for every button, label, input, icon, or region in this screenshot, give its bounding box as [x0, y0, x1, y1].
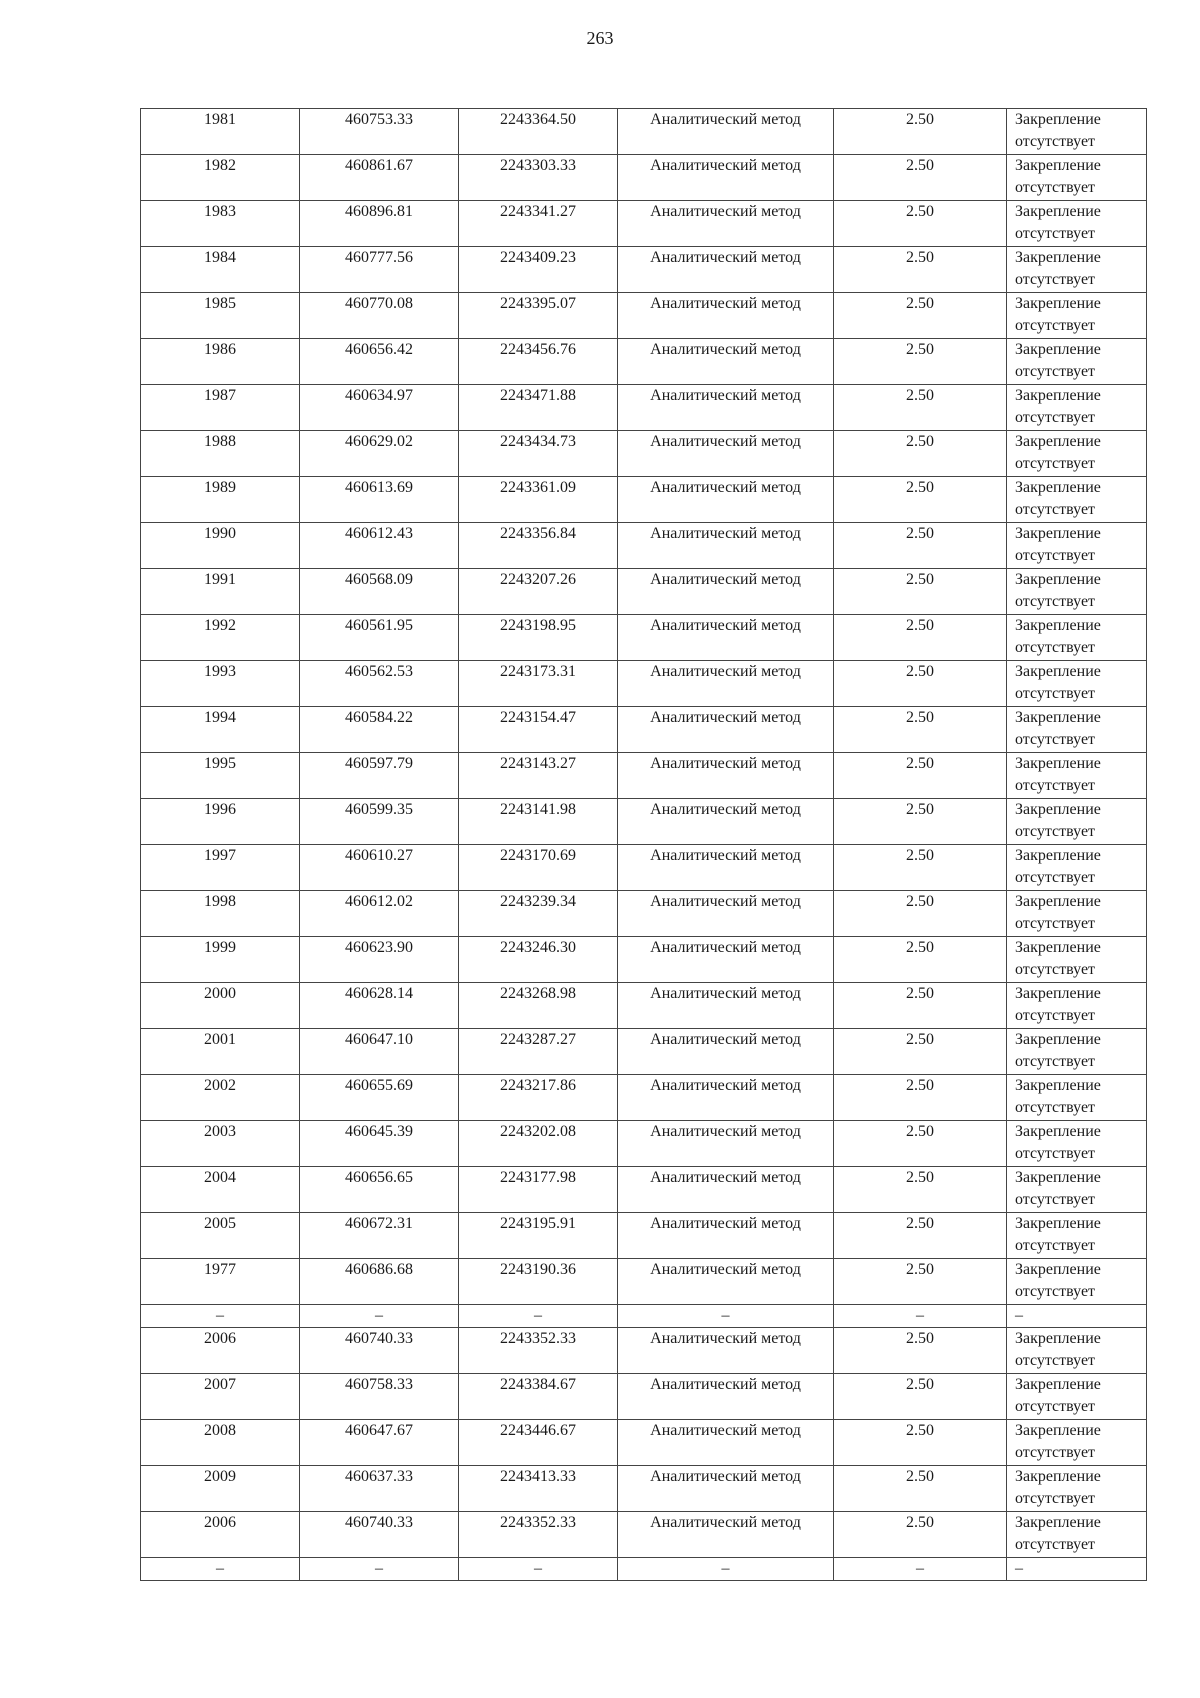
- separator-row: [141, 1305, 1147, 1328]
- x-coordinate-cell: 460634.97: [300, 385, 459, 431]
- table-row: [141, 1075, 1147, 1121]
- table-row: [141, 1512, 1147, 1558]
- fixing-cell: Закрепление отсутствует: [1007, 707, 1147, 753]
- fixing-cell: Закрепление отсутствует: [1007, 1121, 1147, 1167]
- method-cell: Аналитический метод: [618, 247, 834, 293]
- table-row: [141, 937, 1147, 983]
- method-cell: Аналитический метод: [618, 891, 834, 937]
- method-cell: Аналитический метод: [618, 799, 834, 845]
- y-coordinate-cell: 2243384.67: [459, 1374, 618, 1420]
- method-cell: Аналитический метод: [618, 1328, 834, 1374]
- y-coordinate-cell: 2243413.33: [459, 1466, 618, 1512]
- x-coordinate-cell: 460612.43: [300, 523, 459, 569]
- accuracy-cell: –: [834, 1305, 1007, 1328]
- fixing-cell: Закрепление отсутствует: [1007, 661, 1147, 707]
- accuracy-cell: 2.50: [834, 799, 1007, 845]
- accuracy-cell: 2.50: [834, 477, 1007, 523]
- table-row: [141, 799, 1147, 845]
- y-coordinate-cell: 2243446.67: [459, 1420, 618, 1466]
- table-row: [141, 109, 1147, 155]
- y-coordinate-cell: 2243246.30: [459, 937, 618, 983]
- table-row: [141, 247, 1147, 293]
- method-cell: Аналитический метод: [618, 385, 834, 431]
- method-cell: Аналитический метод: [618, 1420, 834, 1466]
- accuracy-cell: 2.50: [834, 523, 1007, 569]
- accuracy-cell: 2.50: [834, 247, 1007, 293]
- table-row: [141, 201, 1147, 247]
- x-coordinate-cell: 460655.69: [300, 1075, 459, 1121]
- fixing-cell: Закрепление отсутствует: [1007, 799, 1147, 845]
- y-coordinate-cell: 2243207.26: [459, 569, 618, 615]
- table-row: [141, 1328, 1147, 1374]
- point-number-cell: 2002: [141, 1075, 300, 1121]
- method-cell: Аналитический метод: [618, 201, 834, 247]
- point-number-cell: 2006: [141, 1328, 300, 1374]
- fixing-cell: Закрепление отсутствует: [1007, 1167, 1147, 1213]
- method-cell: Аналитический метод: [618, 1121, 834, 1167]
- table-body: [141, 109, 1147, 1581]
- table-row: [141, 1167, 1147, 1213]
- fixing-cell: Закрепление отсутствует: [1007, 385, 1147, 431]
- accuracy-cell: 2.50: [834, 1328, 1007, 1374]
- table-row: [141, 891, 1147, 937]
- y-coordinate-cell: 2243341.27: [459, 201, 618, 247]
- table-row: [141, 155, 1147, 201]
- point-number-cell: 2001: [141, 1029, 300, 1075]
- y-coordinate-cell: 2243141.98: [459, 799, 618, 845]
- method-cell: Аналитический метод: [618, 1167, 834, 1213]
- accuracy-cell: 2.50: [834, 1029, 1007, 1075]
- y-coordinate-cell: 2243154.47: [459, 707, 618, 753]
- table-row: [141, 385, 1147, 431]
- y-coordinate-cell: 2243395.07: [459, 293, 618, 339]
- x-coordinate-cell: 460612.02: [300, 891, 459, 937]
- point-number-cell: 1992: [141, 615, 300, 661]
- point-number-cell: 1998: [141, 891, 300, 937]
- fixing-cell: Закрепление отсутствует: [1007, 753, 1147, 799]
- table-row: [141, 1466, 1147, 1512]
- x-coordinate-cell: 460672.31: [300, 1213, 459, 1259]
- y-coordinate-cell: 2243217.86: [459, 1075, 618, 1121]
- accuracy-cell: 2.50: [834, 983, 1007, 1029]
- y-coordinate-cell: 2243471.88: [459, 385, 618, 431]
- accuracy-cell: 2.50: [834, 155, 1007, 201]
- table-row: [141, 523, 1147, 569]
- coordinates-table: [140, 108, 1147, 1581]
- x-coordinate-cell: 460610.27: [300, 845, 459, 891]
- point-number-cell: 1994: [141, 707, 300, 753]
- x-coordinate-cell: 460584.22: [300, 707, 459, 753]
- x-coordinate-cell: 460770.08: [300, 293, 459, 339]
- fixing-cell: Закрепление отсутствует: [1007, 937, 1147, 983]
- fixing-cell: Закрепление отсутствует: [1007, 1259, 1147, 1305]
- point-number-cell: 2009: [141, 1466, 300, 1512]
- accuracy-cell: 2.50: [834, 1121, 1007, 1167]
- method-cell: Аналитический метод: [618, 431, 834, 477]
- y-coordinate-cell: 2243190.36: [459, 1259, 618, 1305]
- accuracy-cell: 2.50: [834, 569, 1007, 615]
- point-number-cell: 2005: [141, 1213, 300, 1259]
- y-coordinate-cell: –: [459, 1558, 618, 1581]
- x-coordinate-cell: 460753.33: [300, 109, 459, 155]
- y-coordinate-cell: 2243409.23: [459, 247, 618, 293]
- y-coordinate-cell: 2243202.08: [459, 1121, 618, 1167]
- x-coordinate-cell: 460656.65: [300, 1167, 459, 1213]
- accuracy-cell: 2.50: [834, 293, 1007, 339]
- fixing-cell: Закрепление отсутствует: [1007, 1029, 1147, 1075]
- point-number-cell: 1997: [141, 845, 300, 891]
- fixing-cell: –: [1007, 1558, 1147, 1581]
- point-number-cell: 1982: [141, 155, 300, 201]
- fixing-cell: Закрепление отсутствует: [1007, 155, 1147, 201]
- fixing-cell: Закрепление отсутствует: [1007, 1213, 1147, 1259]
- method-cell: Аналитический метод: [618, 983, 834, 1029]
- accuracy-cell: 2.50: [834, 1374, 1007, 1420]
- method-cell: Аналитический метод: [618, 1075, 834, 1121]
- point-number-cell: 1986: [141, 339, 300, 385]
- point-number-cell: 1999: [141, 937, 300, 983]
- x-coordinate-cell: 460637.33: [300, 1466, 459, 1512]
- method-cell: Аналитический метод: [618, 845, 834, 891]
- accuracy-cell: 2.50: [834, 385, 1007, 431]
- y-coordinate-cell: 2243361.09: [459, 477, 618, 523]
- point-number-cell: 2006: [141, 1512, 300, 1558]
- method-cell: Аналитический метод: [618, 1466, 834, 1512]
- table-row: [141, 1374, 1147, 1420]
- method-cell: Аналитический метод: [618, 1259, 834, 1305]
- x-coordinate-cell: 460597.79: [300, 753, 459, 799]
- x-coordinate-cell: 460647.10: [300, 1029, 459, 1075]
- point-number-cell: 1996: [141, 799, 300, 845]
- method-cell: Аналитический метод: [618, 937, 834, 983]
- point-number-cell: 1985: [141, 293, 300, 339]
- accuracy-cell: 2.50: [834, 707, 1007, 753]
- table-row: [141, 1259, 1147, 1305]
- accuracy-cell: 2.50: [834, 1512, 1007, 1558]
- x-coordinate-cell: 460568.09: [300, 569, 459, 615]
- accuracy-cell: 2.50: [834, 1259, 1007, 1305]
- fixing-cell: Закрепление отсутствует: [1007, 845, 1147, 891]
- fixing-cell: Закрепление отсутствует: [1007, 1374, 1147, 1420]
- y-coordinate-cell: 2243352.33: [459, 1512, 618, 1558]
- x-coordinate-cell: –: [300, 1558, 459, 1581]
- method-cell: Аналитический метод: [618, 615, 834, 661]
- fixing-cell: Закрепление отсутствует: [1007, 891, 1147, 937]
- accuracy-cell: 2.50: [834, 201, 1007, 247]
- accuracy-cell: –: [834, 1558, 1007, 1581]
- x-coordinate-cell: 460613.69: [300, 477, 459, 523]
- fixing-cell: –: [1007, 1305, 1147, 1328]
- x-coordinate-cell: 460629.02: [300, 431, 459, 477]
- method-cell: –: [618, 1305, 834, 1328]
- x-coordinate-cell: 460561.95: [300, 615, 459, 661]
- fixing-cell: Закрепление отсутствует: [1007, 1075, 1147, 1121]
- table-row: [141, 569, 1147, 615]
- point-number-cell: 2000: [141, 983, 300, 1029]
- y-coordinate-cell: 2243239.34: [459, 891, 618, 937]
- x-coordinate-cell: 460628.14: [300, 983, 459, 1029]
- table-row: [141, 477, 1147, 523]
- fixing-cell: Закрепление отсутствует: [1007, 1328, 1147, 1374]
- table-row: [141, 661, 1147, 707]
- y-coordinate-cell: 2243364.50: [459, 109, 618, 155]
- y-coordinate-cell: 2243456.76: [459, 339, 618, 385]
- point-number-cell: 1993: [141, 661, 300, 707]
- accuracy-cell: 2.50: [834, 753, 1007, 799]
- y-coordinate-cell: 2243173.31: [459, 661, 618, 707]
- fixing-cell: Закрепление отсутствует: [1007, 615, 1147, 661]
- point-number-cell: 1983: [141, 201, 300, 247]
- accuracy-cell: 2.50: [834, 661, 1007, 707]
- point-number-cell: 2004: [141, 1167, 300, 1213]
- method-cell: Аналитический метод: [618, 1213, 834, 1259]
- point-number-cell: 1989: [141, 477, 300, 523]
- method-cell: Аналитический метод: [618, 1512, 834, 1558]
- x-coordinate-cell: 460740.33: [300, 1328, 459, 1374]
- x-coordinate-cell: 460599.35: [300, 799, 459, 845]
- accuracy-cell: 2.50: [834, 615, 1007, 661]
- point-number-cell: 2003: [141, 1121, 300, 1167]
- x-coordinate-cell: 460562.53: [300, 661, 459, 707]
- fixing-cell: Закрепление отсутствует: [1007, 477, 1147, 523]
- x-coordinate-cell: 460645.39: [300, 1121, 459, 1167]
- accuracy-cell: 2.50: [834, 1466, 1007, 1512]
- table-row: [141, 431, 1147, 477]
- point-number-cell: 1977: [141, 1259, 300, 1305]
- y-coordinate-cell: 2243352.33: [459, 1328, 618, 1374]
- table-row: [141, 1213, 1147, 1259]
- fixing-cell: Закрепление отсутствует: [1007, 569, 1147, 615]
- table-row: [141, 1420, 1147, 1466]
- table-row: [141, 983, 1147, 1029]
- method-cell: Аналитический метод: [618, 109, 834, 155]
- fixing-cell: Закрепление отсутствует: [1007, 1420, 1147, 1466]
- fixing-cell: Закрепление отсутствует: [1007, 247, 1147, 293]
- point-number-cell: 1981: [141, 109, 300, 155]
- fixing-cell: Закрепление отсутствует: [1007, 201, 1147, 247]
- x-coordinate-cell: 460656.42: [300, 339, 459, 385]
- page-number: 263: [586, 28, 614, 48]
- point-number-cell: 1995: [141, 753, 300, 799]
- y-coordinate-cell: 2243356.84: [459, 523, 618, 569]
- x-coordinate-cell: 460758.33: [300, 1374, 459, 1420]
- y-coordinate-cell: 2243143.27: [459, 753, 618, 799]
- method-cell: Аналитический метод: [618, 661, 834, 707]
- table-row: [141, 339, 1147, 385]
- method-cell: Аналитический метод: [618, 1029, 834, 1075]
- method-cell: Аналитический метод: [618, 523, 834, 569]
- point-number-cell: –: [141, 1558, 300, 1581]
- point-number-cell: –: [141, 1305, 300, 1328]
- x-coordinate-cell: 460686.68: [300, 1259, 459, 1305]
- fixing-cell: Закрепление отсутствует: [1007, 523, 1147, 569]
- table-row: [141, 753, 1147, 799]
- table-row: [141, 1029, 1147, 1075]
- accuracy-cell: 2.50: [834, 339, 1007, 385]
- method-cell: –: [618, 1558, 834, 1581]
- x-coordinate-cell: 460623.90: [300, 937, 459, 983]
- x-coordinate-cell: 460896.81: [300, 201, 459, 247]
- fixing-cell: Закрепление отсутствует: [1007, 431, 1147, 477]
- y-coordinate-cell: 2243195.91: [459, 1213, 618, 1259]
- table-row: [141, 1121, 1147, 1167]
- method-cell: Аналитический метод: [618, 155, 834, 201]
- x-coordinate-cell: 460740.33: [300, 1512, 459, 1558]
- y-coordinate-cell: –: [459, 1305, 618, 1328]
- fixing-cell: Закрепление отсутствует: [1007, 1512, 1147, 1558]
- accuracy-cell: 2.50: [834, 431, 1007, 477]
- y-coordinate-cell: 2243170.69: [459, 845, 618, 891]
- x-coordinate-cell: 460777.56: [300, 247, 459, 293]
- fixing-cell: Закрепление отсутствует: [1007, 339, 1147, 385]
- y-coordinate-cell: 2243303.33: [459, 155, 618, 201]
- accuracy-cell: 2.50: [834, 1167, 1007, 1213]
- point-number-cell: 1988: [141, 431, 300, 477]
- method-cell: Аналитический метод: [618, 339, 834, 385]
- x-coordinate-cell: –: [300, 1305, 459, 1328]
- method-cell: Аналитический метод: [618, 569, 834, 615]
- y-coordinate-cell: 2243268.98: [459, 983, 618, 1029]
- accuracy-cell: 2.50: [834, 845, 1007, 891]
- accuracy-cell: 2.50: [834, 1075, 1007, 1121]
- y-coordinate-cell: 2243287.27: [459, 1029, 618, 1075]
- method-cell: Аналитический метод: [618, 1374, 834, 1420]
- point-number-cell: 2008: [141, 1420, 300, 1466]
- table-row: [141, 707, 1147, 753]
- separator-row: [141, 1558, 1147, 1581]
- point-number-cell: 1987: [141, 385, 300, 431]
- point-number-cell: 1984: [141, 247, 300, 293]
- accuracy-cell: 2.50: [834, 891, 1007, 937]
- y-coordinate-cell: 2243177.98: [459, 1167, 618, 1213]
- table-row: [141, 293, 1147, 339]
- fixing-cell: Закрепление отсутствует: [1007, 293, 1147, 339]
- fixing-cell: Закрепление отсутствует: [1007, 1466, 1147, 1512]
- point-number-cell: 1991: [141, 569, 300, 615]
- table-row: [141, 615, 1147, 661]
- accuracy-cell: 2.50: [834, 109, 1007, 155]
- fixing-cell: Закрепление отсутствует: [1007, 109, 1147, 155]
- point-number-cell: 1990: [141, 523, 300, 569]
- method-cell: Аналитический метод: [618, 707, 834, 753]
- method-cell: Аналитический метод: [618, 477, 834, 523]
- table-row: [141, 845, 1147, 891]
- accuracy-cell: 2.50: [834, 1213, 1007, 1259]
- accuracy-cell: 2.50: [834, 937, 1007, 983]
- fixing-cell: Закрепление отсутствует: [1007, 983, 1147, 1029]
- method-cell: Аналитический метод: [618, 753, 834, 799]
- accuracy-cell: 2.50: [834, 1420, 1007, 1466]
- y-coordinate-cell: 2243198.95: [459, 615, 618, 661]
- point-number-cell: 2007: [141, 1374, 300, 1420]
- y-coordinate-cell: 2243434.73: [459, 431, 618, 477]
- x-coordinate-cell: 460647.67: [300, 1420, 459, 1466]
- x-coordinate-cell: 460861.67: [300, 155, 459, 201]
- method-cell: Аналитический метод: [618, 293, 834, 339]
